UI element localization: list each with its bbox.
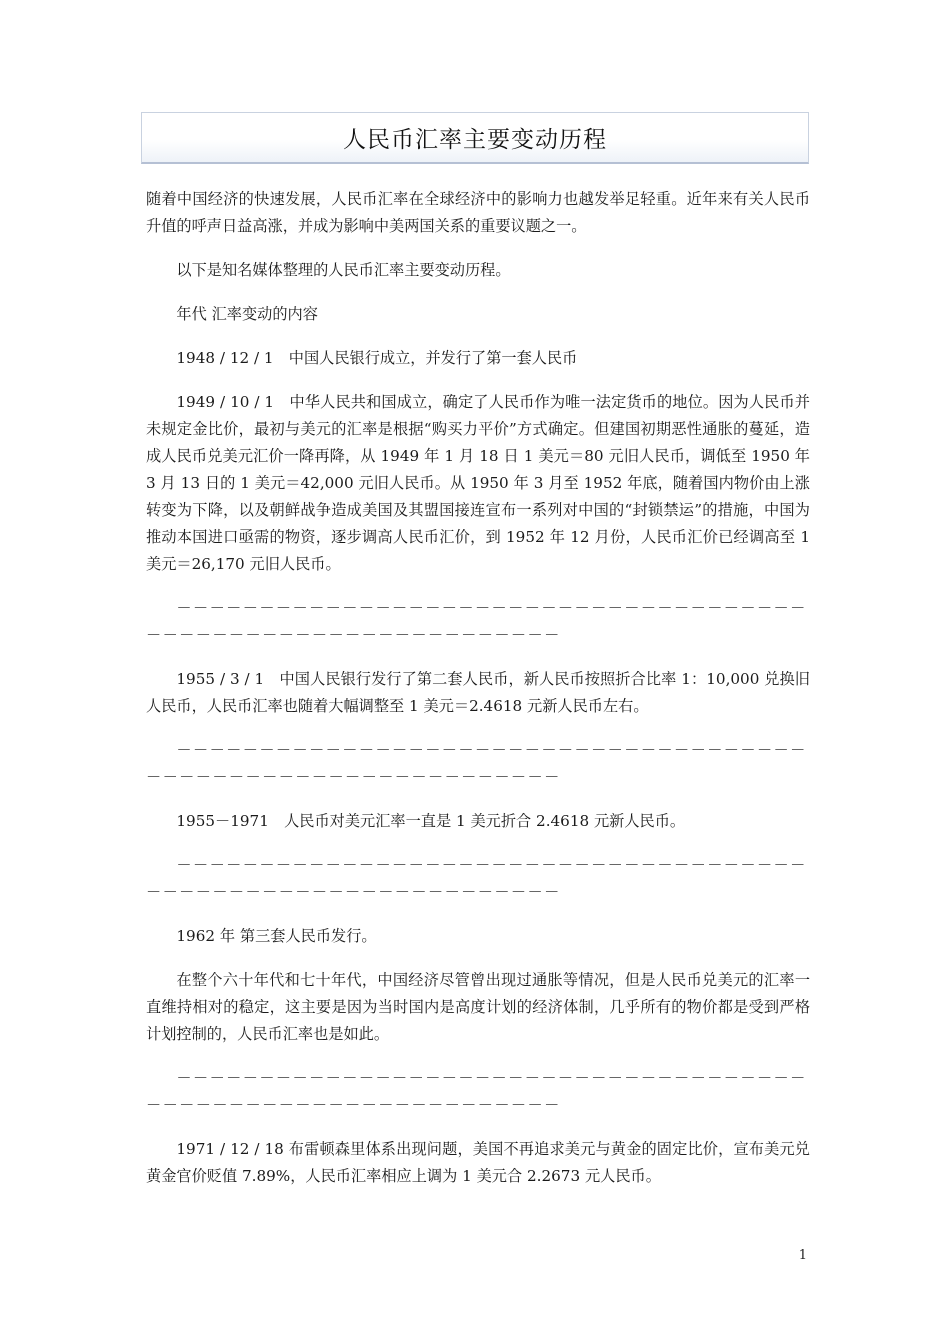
page-number: 1 <box>798 1248 807 1263</box>
separator-line: －－－－－－－－－－－－－－－－－－－－－－－－－－－－－－－－－－－－－－－－－－－－－－－－－－－－－－－－－－－－－－－ <box>146 856 807 901</box>
entry-1955-1971: 1955－1971 人民币对美元汇率一直是 1 美元折合 2.4618 元新人民币。 <box>176 812 686 830</box>
entry-1948: 1948 / 12 / 1 中国人民银行成立，并发行了第一套人民币 <box>176 349 578 367</box>
intro-paragraph: 随着中国经济的快速发展，人民币汇率在全球经济中的影响力也越发举足轻重。近年来有关人民币升值的呼声日益高涨，并成为影响中美两国关系的重要议题之一。 <box>146 190 810 235</box>
separator-line: －－－－－－－－－－－－－－－－－－－－－－－－－－－－－－－－－－－－－－－－－－－－－－－－－－－－－－－－－－－－－－－ <box>146 599 807 644</box>
page-title: 人民币汇率主要变动历程 <box>343 127 607 153</box>
document-body <box>146 186 810 1207</box>
sixties-seventies-paragraph: 在整个六十年代和七十年代，中国经济尽管曾出现过通胀等情况，但是人民币兑美元的汇率一直维持相对的稳定，这主要是因为当时国内是高度计划的经济体制，几乎所有的物价都是受到严格计划控制的，人民币汇率也是如此。 <box>146 971 810 1043</box>
entry-1962: 1962 年 第三套人民币发行。 <box>176 927 377 945</box>
title-box <box>141 112 809 164</box>
entry-1949: 1949 / 10 / 1 中华人民共和国成立，确定了人民币作为唯一法定货币的地位。因为人民币并未规定金比价，最初与美元的汇率是根据“购买力平价”方式确定。但建国初期恶性通胀的蔓延，造成人民币兑美元汇价一降再降，从 1949 年 1 月 18 日 1 美元＝80 元旧人民币，调低至 1950 年 3 月 13 日的 1 美元＝42,000 元旧人民币。从 1950 年 3 月至 1952 年底，随着国内物价由上涨转变为下降，以及朝鲜战争造成美国及其盟国接连宣布一系列对中国的“封锁禁运”的措施，中国为推动本国进口亟需的物资，逐步调高人民币汇价，到 1952 年 12 月份，人民币汇价已经调高至 1 美元＝26,170 元旧人民币。 <box>146 393 810 573</box>
separator-line: －－－－－－－－－－－－－－－－－－－－－－－－－－－－－－－－－－－－－－－－－－－－－－－－－－－－－－－－－－－－－－－ <box>146 741 807 786</box>
entry-1971: 1971 / 12 / 18 布雷顿森里体系出现问题，美国不再追求美元与黄金的固定比价，宣布美元兑黄金官价贬值 7.89%，人民币汇率相应上调为 1 美元合 2.2673 元人民币。 <box>146 1140 810 1185</box>
entry-1955: 1955 / 3 / 1 中国人民银行发行了第二套人民币，新人民币按照折合比率 1：10,000 兑换旧人民币，人民币汇率也随着大幅调整至 1 美元＝2.4618 元新人民币左右。 <box>146 670 810 715</box>
table-header-line: 年代 汇率变动的内容 <box>176 305 318 323</box>
source-paragraph: 以下是知名媒体整理的人民币汇率主要变动历程。 <box>176 261 511 279</box>
separator-line: －－－－－－－－－－－－－－－－－－－－－－－－－－－－－－－－－－－－－－－－－－－－－－－－－－－－－－－－－－－－－－－ <box>146 1069 807 1114</box>
